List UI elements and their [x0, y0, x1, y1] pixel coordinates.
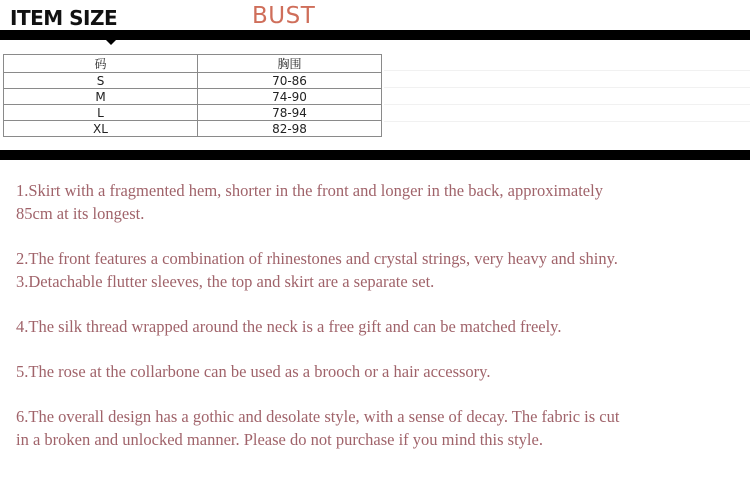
- size-column-header: 码: [4, 55, 198, 73]
- description-line: 4.The silk thread wrapped around the neck is a free gift and can be matched freely.: [16, 317, 562, 336]
- description-line: in a broken and unlocked manner. Please do not purchase if you mind this style.: [16, 430, 543, 449]
- table-row: [4, 73, 382, 89]
- bust-title: BUST: [252, 3, 316, 29]
- size-cell: L: [4, 105, 198, 121]
- item-size-title: ITEM SIZE: [10, 6, 118, 30]
- size-cell: S: [4, 73, 198, 89]
- description-line: 6.The overall design has a gothic and desolate style, with a sense of decay. The fabric is cut: [16, 407, 620, 426]
- description-line: 2.The front features a combination of rhinestones and crystal strings, very heavy and shiny.: [16, 249, 618, 268]
- description-line: 3.Detachable flutter sleeves, the top and skirt are a separate set.: [16, 272, 435, 291]
- table-row: [4, 121, 382, 137]
- bust-cell: 78-94: [198, 105, 382, 121]
- bust-cell: 74-90: [198, 89, 382, 105]
- size-table: [3, 54, 382, 137]
- bust-cell: 82-98: [198, 121, 382, 137]
- table-faded-extension: [384, 54, 750, 138]
- bust-cell: 70-86: [198, 73, 382, 89]
- table-row: [4, 105, 382, 121]
- product-description: [16, 179, 750, 451]
- table-header-row: [4, 55, 382, 73]
- table-row: [4, 89, 382, 105]
- description-line: 1.Skirt with a fragmented hem, shorter in the front and longer in the back, approximately: [16, 181, 603, 200]
- description-line: 85cm at its longest.: [16, 204, 145, 223]
- middle-divider-bar: [0, 150, 750, 160]
- bust-column-header: 胸围: [198, 55, 382, 73]
- description-line: 5.The rose at the collarbone can be used as a brooch or a hair accessory.: [16, 362, 491, 381]
- size-cell: XL: [4, 121, 198, 137]
- size-cell: M: [4, 89, 198, 105]
- divider-notch: [104, 38, 118, 45]
